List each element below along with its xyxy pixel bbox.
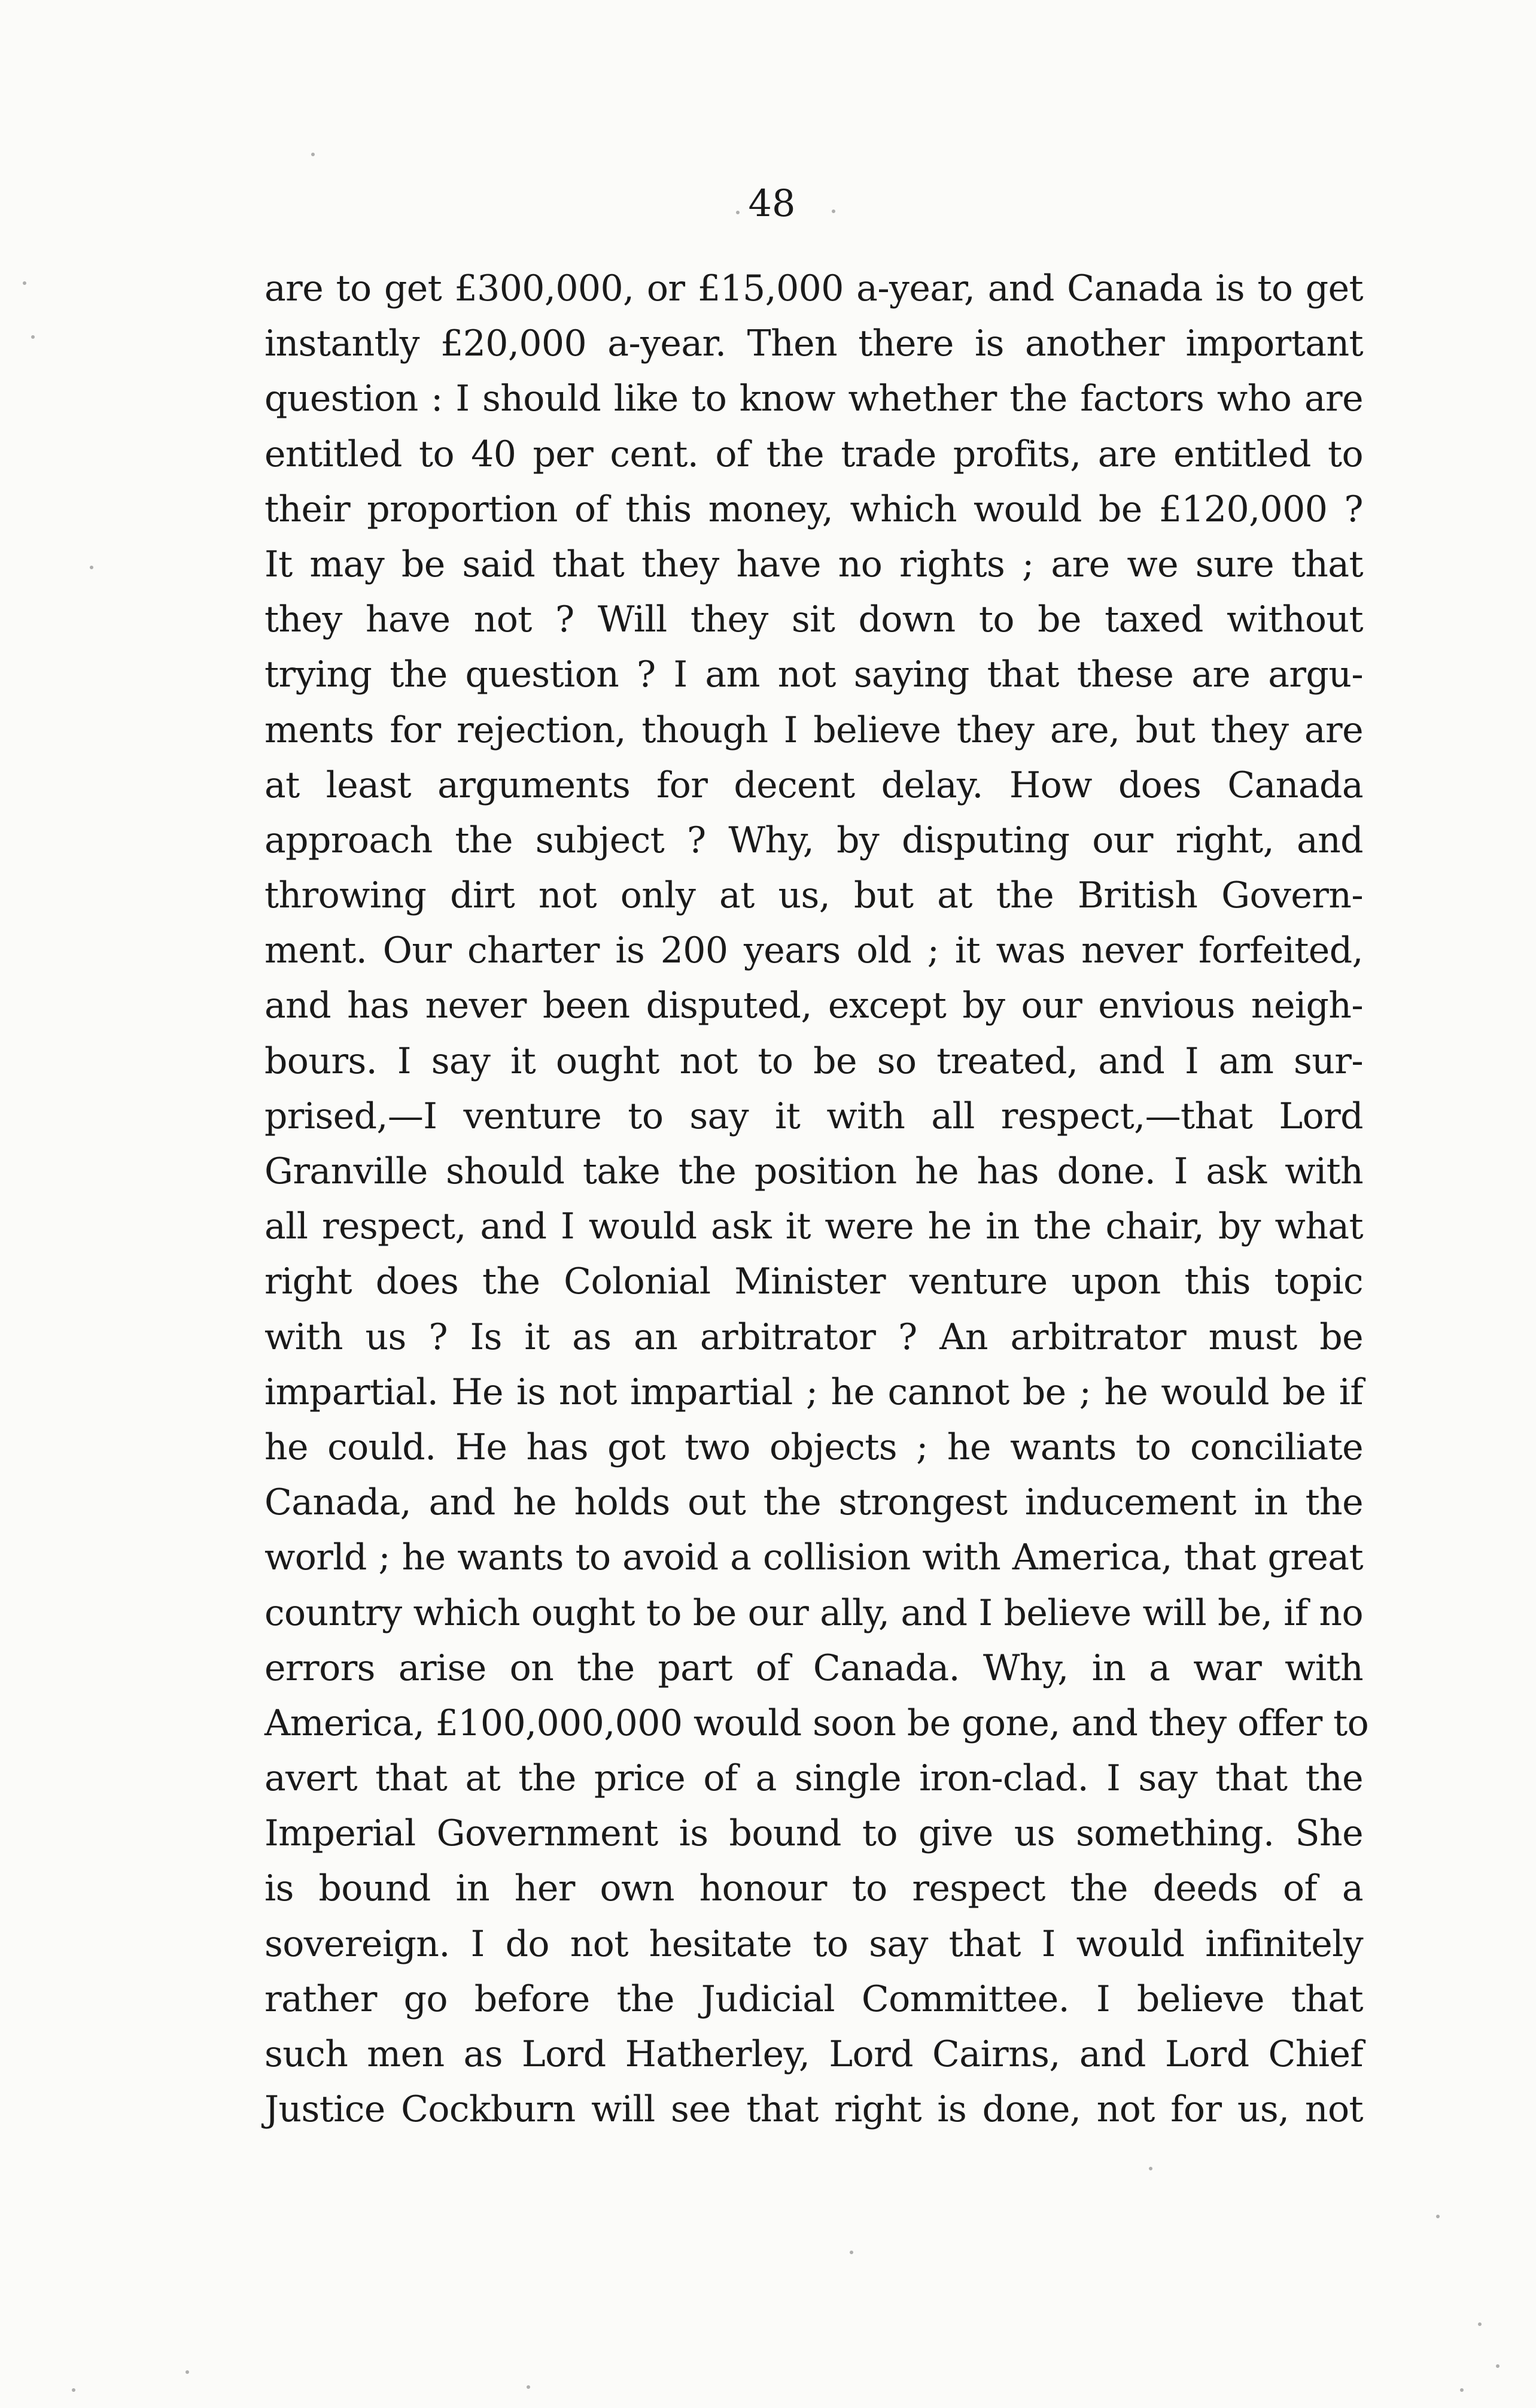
text-line: all respect, and I would ask it were he in the chair, by what <box>264 1205 1363 1248</box>
text-line: and has never been disputed, except by our envious neigh- <box>264 985 1363 1027</box>
text-line: their proportion of this money, which would be £120,000 ? <box>264 488 1363 530</box>
text-line: throwing dirt not only at us, but at the British Govern- <box>264 874 1363 917</box>
text-line: impartial. He is not impartial ; he cannot be ; he would be if <box>264 1371 1363 1413</box>
paper-speck <box>1436 2215 1440 2218</box>
text-line: such men as Lord Hatherley, Lord Cairns, and Lord Chief <box>264 2033 1363 2075</box>
text-line: Justice Cockburn will see that right is done, not for us, not <box>264 2088 1363 2131</box>
paper-speck <box>90 566 93 569</box>
text-line: at least arguments for decent delay. How does Canada <box>264 764 1363 806</box>
paper-speck <box>1460 2388 1464 2392</box>
paper-speck <box>1149 2167 1152 2170</box>
text-line: instantly £20,000 a-year. Then there is another important <box>264 323 1363 365</box>
text-line: ment. Our charter is 200 years old ; it was never forfeited, <box>264 930 1363 972</box>
paper-speck <box>527 2385 530 2389</box>
paper-speck <box>850 2251 853 2254</box>
text-line: approach the subject ? Why, by disputing our right, and <box>264 819 1363 861</box>
text-line: Granville should take the position he has done. I ask with <box>264 1150 1363 1192</box>
text-line: Canada, and he holds out the strongest inducement in the <box>264 1481 1363 1524</box>
text-line: It may be said that they have no rights ; are we sure that <box>264 543 1363 585</box>
text-line: are to get £300,000, or £15,000 a-year, and Canada is to get <box>264 268 1363 309</box>
paper-speck <box>72 2388 75 2392</box>
text-line: Imperial Government is bound to give us something. She <box>264 1812 1363 1855</box>
text-line: ments for rejection, though I believe they are, but they are <box>264 709 1363 751</box>
paper-speck <box>1496 2364 1499 2368</box>
paper-speck <box>23 281 26 285</box>
text-line: America, £100,000,000 would soon be gone, and they offer to <box>264 1702 1369 1744</box>
paper-speck <box>832 209 835 213</box>
text-line: world ; he wants to avoid a collision with America, that great <box>264 1536 1363 1579</box>
body-text <box>264 261 1369 2137</box>
text-line: errors arise on the part of Canada. Why, in a war with <box>264 1647 1363 1689</box>
text-line: they have not ? Will they sit down to be taxed without <box>264 599 1363 641</box>
text-line: sovereign. I do not hesitate to say that I would infinitely <box>264 1923 1363 1965</box>
text-line: with us ? Is it as an arbitrator ? An arbitrator must be <box>264 1316 1363 1358</box>
paper-speck <box>311 153 315 156</box>
paper-speck <box>185 2370 189 2374</box>
page-number: 48 <box>748 181 796 225</box>
text-line: country which ought to be our ally, and I believe will be, if no <box>264 1592 1363 1634</box>
text-line: trying the question ? I am not saying that these are argu- <box>264 654 1363 696</box>
paper-speck <box>31 335 35 339</box>
text-line: right does the Colonial Minister venture upon this topic <box>264 1261 1363 1303</box>
text-line: is bound in her own honour to respect the deeds of a <box>264 1868 1363 1910</box>
text-line: he could. He has got two objects ; he wants to conciliate <box>264 1426 1363 1468</box>
paper-speck <box>736 211 740 214</box>
text-line: bours. I say it ought not to be so treated, and I am sur- <box>264 1040 1363 1082</box>
text-line: avert that at the price of a single iron-clad. I say that the <box>264 1757 1363 1800</box>
text-line: prised,—I venture to say it with all respect,—that Lord <box>264 1095 1363 1137</box>
paper-speck <box>1478 2322 1482 2326</box>
text-line: rather go before the Judicial Committee. I believe that <box>264 1978 1363 2020</box>
text-line: question : I should like to know whether the factors who are <box>264 378 1363 420</box>
text-line: entitled to 40 per cent. of the trade profits, are entitled to <box>264 433 1363 475</box>
